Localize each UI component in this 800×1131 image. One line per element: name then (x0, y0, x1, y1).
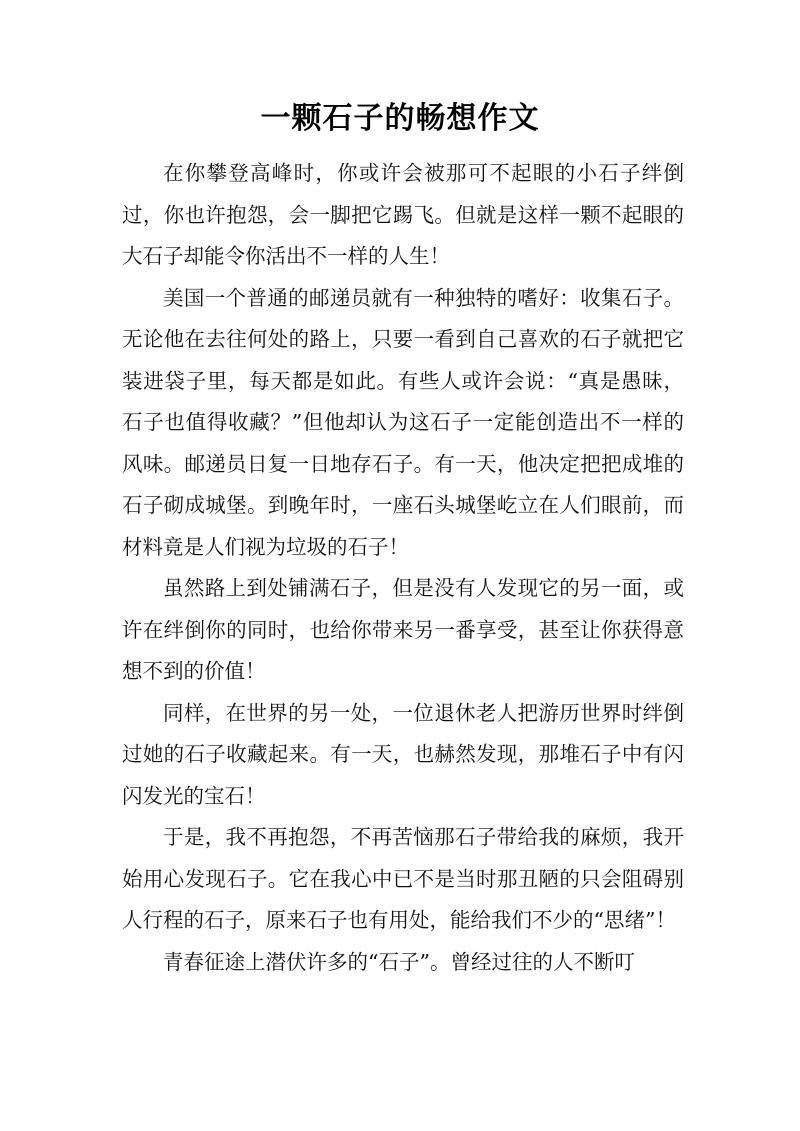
paragraph-6: 青春征途上潜伏许多的“石子”。曾经过往的人不断叮 (163, 949, 635, 974)
paragraph-2: 美国一个普通的邮递员就有一种独特的嗜好：收集石子。无论他在去往何处的路上，只要一看到自己喜欢的石子就把它装进袋子里，每天都是如此。有些人或许会说：“真是愚昧，石子也值得收藏？”但他却认为这石子一定能创造出不一样的风味。邮递员日复一日地存石子。有一天，他决定把把成堆的石子砌成城堡。到晚年时，一座石头城堡屹立在人们眼前，而材料竟是人们视为垃圾的石子！ (122, 285, 684, 559)
paragraph-1: 在你攀登高峰时，你或许会被那可不起眼的小石子绊倒过，你也许抱怨，会一脚把它踢飞。但就是这样一颗不起眼的大石子却能令你活出不一样的人生！ (122, 161, 684, 268)
document-body (122, 153, 684, 983)
paragraph-5: 于是，我不再抱怨，不再苦恼那石子带给我的麻烦，我开始用心发现石子。它在我心中已不是当时那丑陋的只会阻碍别人行程的石子，原来石子也有用处，能给我们不少的“思绪”！ (122, 825, 684, 932)
document-title: 一颗石子的畅想作文 (260, 101, 540, 136)
paragraph-4: 同样，在世界的另一处，一位退休老人把游历世界时绊倒过她的石子收藏起来。有一天，也赫然发现，那堆石子中有闪闪发光的宝石！ (122, 700, 684, 808)
paragraph-3: 虽然路上到处铺满石子，但是没有人发现它的另一面，或许在绊倒你的同时，也给你带来另一番享受，甚至让你获得意想不到的价值！ (122, 576, 684, 683)
